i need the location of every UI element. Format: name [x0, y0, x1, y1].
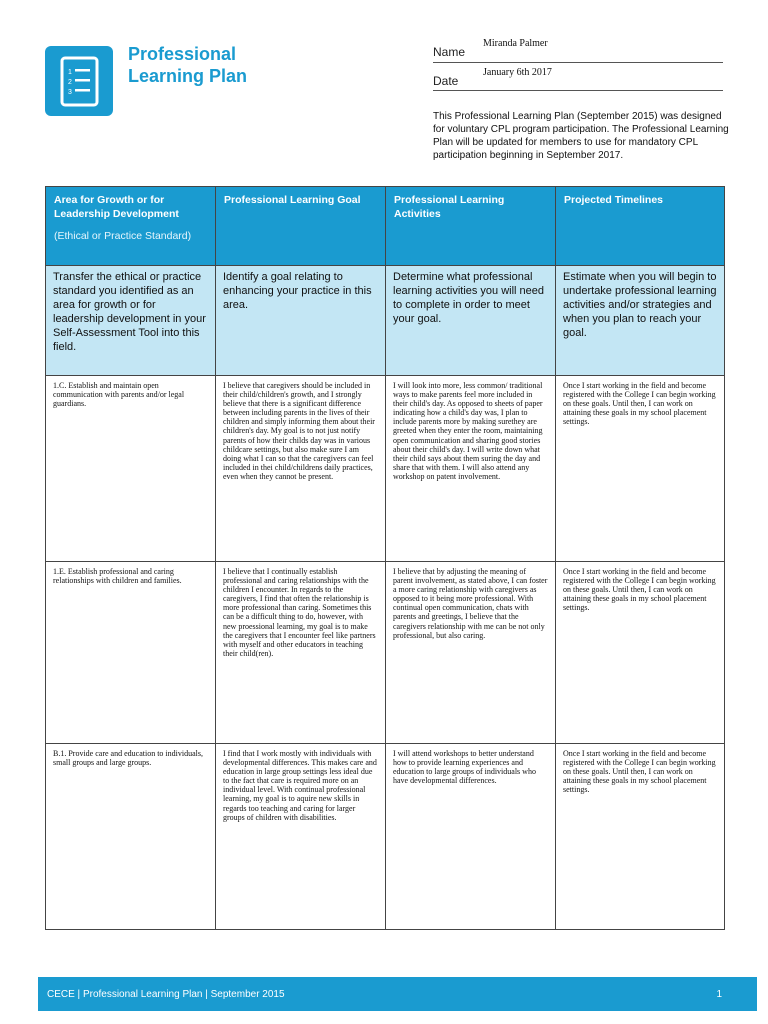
name-field[interactable]: Miranda Palmer: [483, 38, 548, 49]
footer-text: CECE | Professional Learning Plan | September 2015: [47, 989, 285, 1000]
learning-plan-table: [45, 186, 725, 930]
column-header-timelines: [556, 187, 725, 266]
column-header-goal-title: Professional Learning Goal: [224, 194, 361, 206]
entry-cell-area[interactable]: B.1. Provide care and education to individuals, small groups and large groups.: [46, 744, 216, 930]
entry-cell-timelines[interactable]: Once I start working in the field and become registered with the College I can begin working on these goals. Until then, I can work on attaining these goals in my school placement settings.: [556, 376, 725, 562]
column-header-goal: [216, 187, 386, 266]
svg-text:1: 1: [68, 69, 72, 76]
svg-text:2: 2: [68, 79, 72, 86]
entry-cell-timelines[interactable]: Once I start working in the field and become registered with the College I can begin working on these goals. Until then, I can work on attaining these goals in my school placement settings.: [556, 744, 725, 930]
column-header-timelines-title: Projected Timelines: [564, 194, 664, 206]
svg-text:3: 3: [68, 89, 72, 96]
intro-paragraph: This Professional Learning Plan (September 2015) was designed for voluntary CPL program participation. The Professional Learning Plan will be updated for members to use for mandatory CPL participation beginning in September 2017.: [433, 111, 729, 161]
instruction-cell: Estimate when you will begin to undertake professional learning activities and/or strategies and when you plan to reach your goal.: [556, 266, 725, 376]
entry-cell-activities[interactable]: I believe that by adjusting the meaning of parent involvement, as stated above, I can foster a more caring relationship with caregivers as opposed to it being more professional. With continual open communication, chats with parents and greetings, I believe that the caregivers relationship with me can be not only professional, but also caring.: [386, 562, 556, 744]
instruction-cell: Determine what professional learning activities you will need to complete in order to meet your goal.: [386, 266, 556, 376]
page-footer: [38, 977, 757, 1011]
column-header-area-subtitle: (Ethical or Practice Standard): [54, 230, 192, 242]
logo-checklist-icon: [45, 46, 113, 116]
date-label: Date: [433, 74, 459, 88]
column-header-area-title: Area for Growth or for Leadership Development: [54, 194, 179, 220]
entry-cell-goal[interactable]: I believe that I continually establish professional and caring relationships with the children I encounter. In regards to the caregivers, I find that often the relationship is more professional than caring. Sometimes this can be a difficult thing to do, however, with new proessional learning, my goal is to make the caregivers that I encounter feel like partners with myself and other educators in teaching their child(ren).: [216, 562, 386, 744]
entry-cell-area[interactable]: 1.E. Establish professional and caring relationships with children and families.: [46, 562, 216, 744]
column-header-activities: [386, 187, 556, 266]
title-line-1: Professional: [128, 44, 237, 64]
entry-cell-goal[interactable]: I believe that caregivers should be included in their child/children's growth, and I strongly believe that there is a significant difference between including parents in the lives of their children and simply informing them about their children's day. My goal is to not just notify parents of how their childs day was in various childcare settings, but also make sure I am doing what I can so that the caregivers can feel included in thei child/childrens daily practices, even when they cannot be present.: [216, 376, 386, 562]
instruction-cell: Identify a goal relating to enhancing your practice in this area.: [216, 266, 386, 376]
table-row: [46, 376, 725, 562]
instruction-cell: Transfer the ethical or practice standard you identified as an area for growth or for leadership development in your Self-Assessment Tool into this field.: [46, 266, 216, 376]
name-divider: [433, 62, 723, 63]
page-number: 1: [716, 989, 722, 1000]
table-row: [46, 562, 725, 744]
entry-cell-activities[interactable]: I will attend workshops to better understand how to provide learning experiences and education to large groups of individuals who have developmental differences.: [386, 744, 556, 930]
instructions-row: [46, 266, 725, 376]
entry-cell-activities[interactable]: I will look into more, less common/ traditional ways to make parents feel more included in their child's day. As opposed to sheets of paper indicating how a child's day was, I plan to include parents more by making surethey are greeted when they enter the room, maintaining open communication and sharing good stories about their child's day. I will write down what their child says about them suring the day and share that with them. I will also attend any workshop on patent involvement.: [386, 376, 556, 562]
document-title: [128, 43, 247, 87]
column-header-activities-title: Professional Learning Activities: [394, 194, 505, 220]
date-field[interactable]: January 6th 2017: [483, 67, 552, 78]
entry-cell-area[interactable]: 1.C. Establish and maintain open communication with parents and/or legal guardians.: [46, 376, 216, 562]
table-header-row: [46, 187, 725, 266]
date-divider: [433, 90, 723, 91]
name-label: Name: [433, 45, 466, 59]
table-row: [46, 744, 725, 930]
entry-cell-timelines[interactable]: Once I start working in the field and become registered with the College I can begin working on these goals. Until then, I can work on attaining these goals in my school placement settings.: [556, 562, 725, 744]
column-header-area: [46, 187, 216, 266]
entry-cell-goal[interactable]: I find that I work mostly with individuals with developmental differences. This makes care and education in large group settings less ideal due to the fact that care is required more on an individual level. With continual professional learning, my goal is to aquire new skills in regards too teaching and caring for larger groups of children with disabilities.: [216, 744, 386, 930]
title-line-2: Learning Plan: [128, 66, 248, 86]
